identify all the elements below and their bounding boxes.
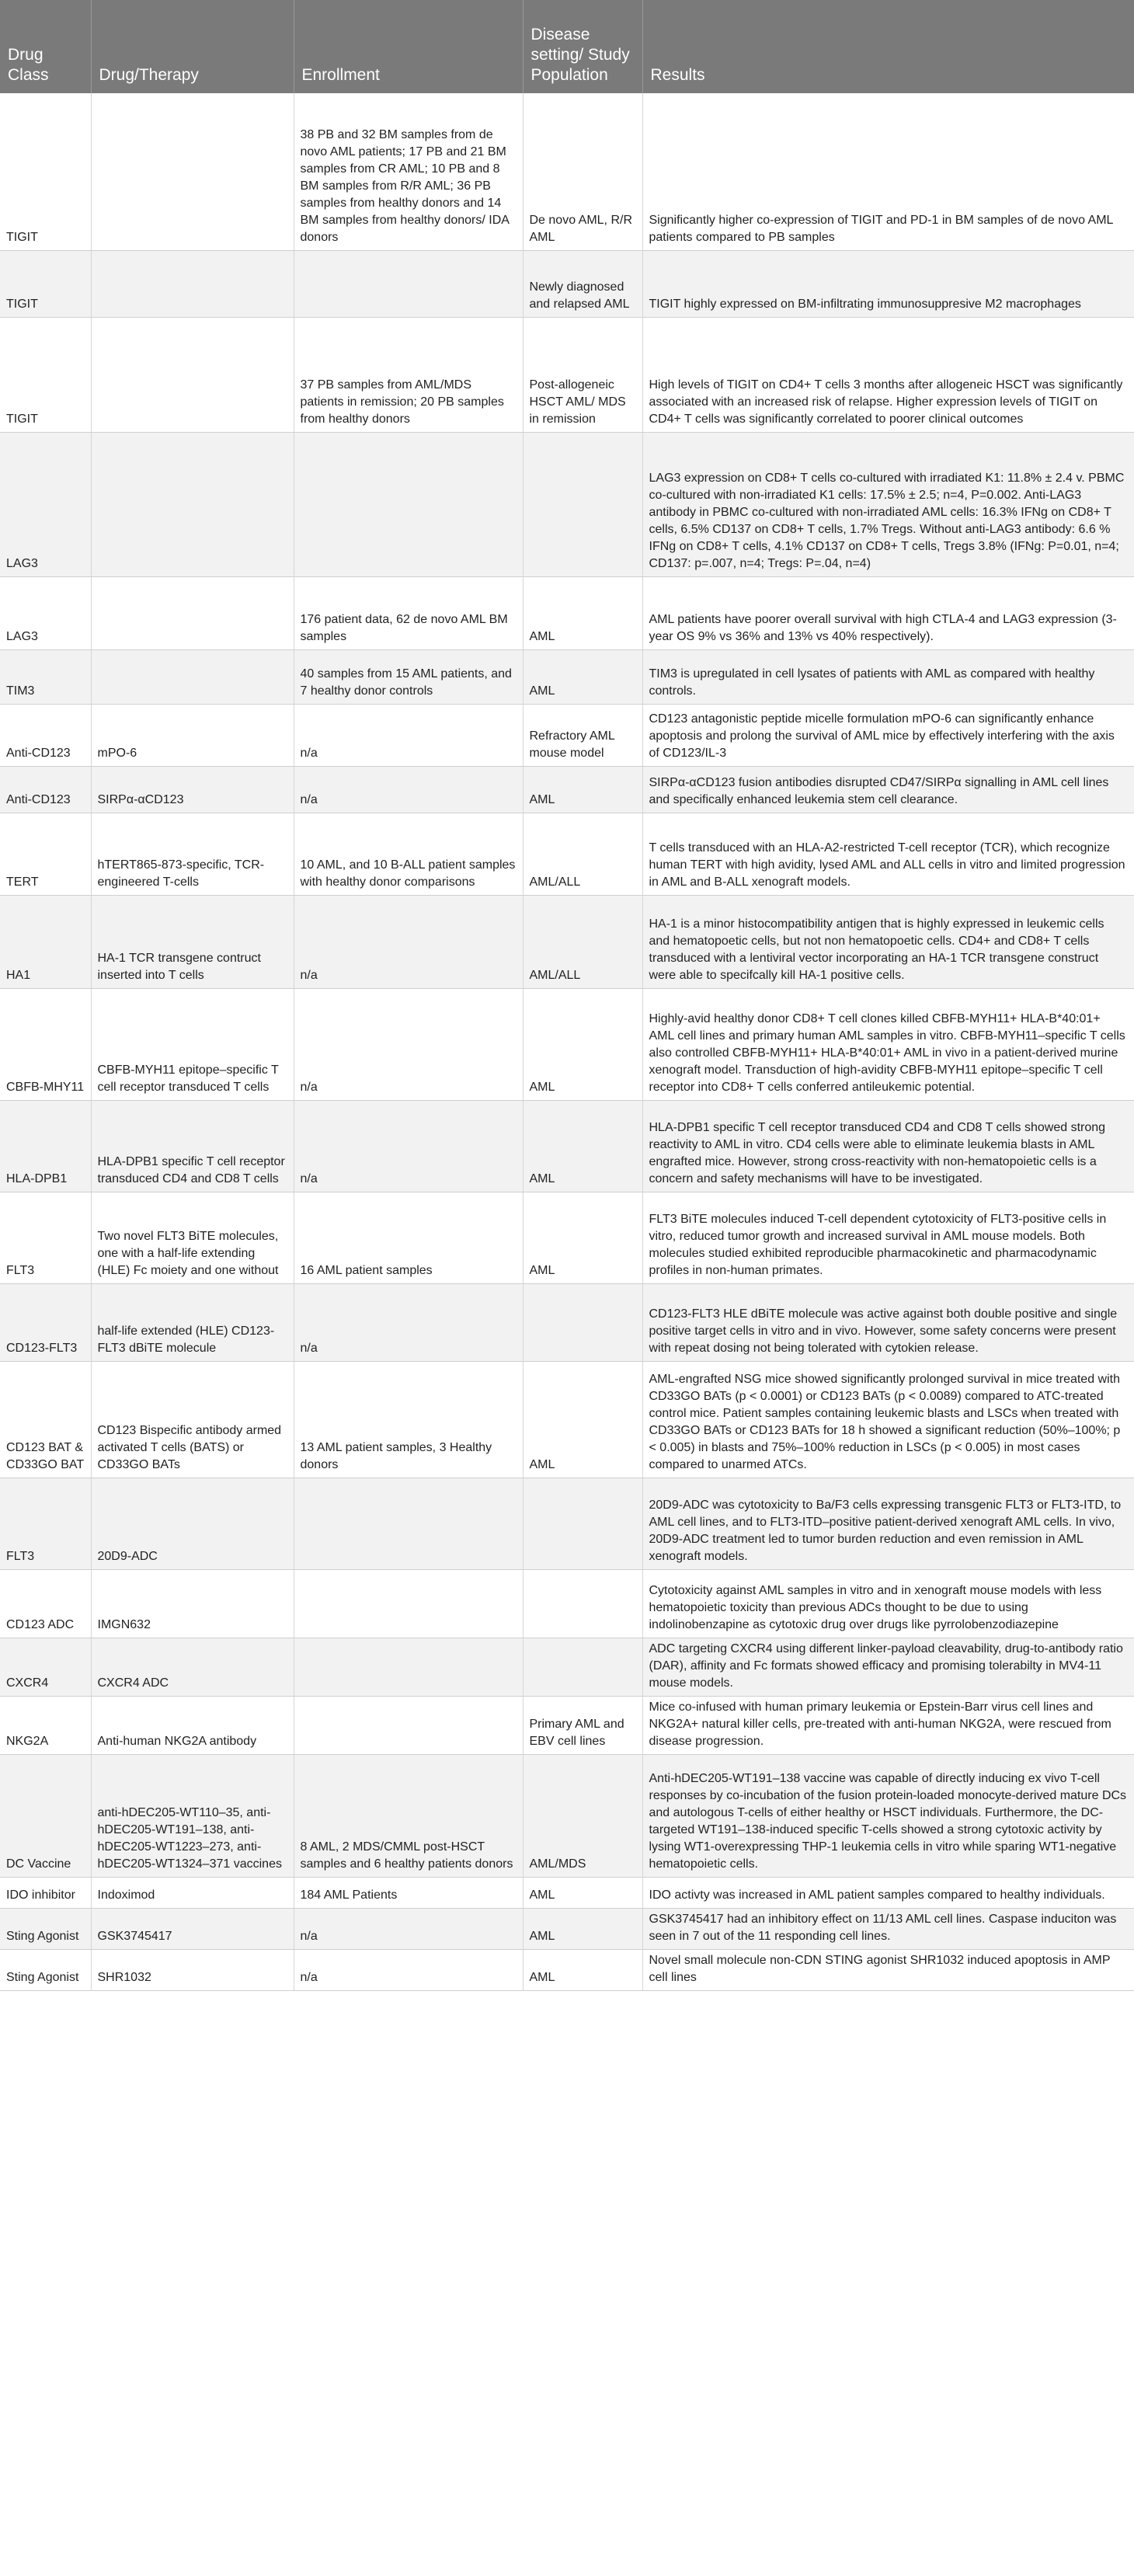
cell-drug-class: HLA-DPB1: [0, 1100, 91, 1192]
cell-results: TIGIT highly expressed on BM-infiltrating immunosuppresive M2 macrophages: [642, 250, 1134, 317]
header-row: [0, 0, 1134, 93]
cell-results: AML patients have poorer overall survival with high CTLA-4 and LAG3 expression (3-year OS 9% vs 36% and 13% vs 40% respectively).: [642, 576, 1134, 649]
cell-results: 20D9-ADC was cytotoxicity to Ba/F3 cells expressing transgenic FLT3 or FLT3-ITD, to AML cell lines, and to FLT3-ITD–positive patient-derived xenograft AML cells. In vivo, 20D9-ADC treatment led to tumor burden reduction and even remission in AML xenograft models.: [642, 1478, 1134, 1569]
cell-enrollment: n/a: [294, 704, 523, 766]
cell-drug-therapy: half-life extended (HLE) CD123-FLT3 dBiTE molecule: [91, 1283, 294, 1361]
cell-enrollment: [294, 432, 523, 576]
cell-results: GSK3745417 had an inhibitory effect on 11/13 AML cell lines. Caspase induciton was seen in 7 out of the 11 responding cell lines.: [642, 1908, 1134, 1949]
cell-drug-therapy: [91, 317, 294, 432]
table-row: [0, 1754, 1134, 1877]
cell-drug-class: Anti-CD123: [0, 704, 91, 766]
header-disease-setting: Disease setting/ Study Population: [523, 0, 642, 93]
cell-enrollment: 16 AML patient samples: [294, 1192, 523, 1283]
cell-enrollment: [294, 1569, 523, 1638]
cell-disease-setting: AML: [523, 988, 642, 1100]
cell-drug-class: CD123 BAT & CD33GO BAT: [0, 1361, 91, 1478]
table-row: [0, 1877, 1134, 1908]
cell-results: TIM3 is upregulated in cell lysates of patients with AML as compared with healthy controls.: [642, 649, 1134, 704]
cell-drug-class: Sting Agonist: [0, 1908, 91, 1949]
table-row: [0, 895, 1134, 988]
cell-enrollment: 184 AML Patients: [294, 1877, 523, 1908]
cell-enrollment: 176 patient data, 62 de novo AML BM samples: [294, 576, 523, 649]
cell-disease-setting: AML/MDS: [523, 1754, 642, 1877]
cell-results: Cytotoxicity against AML samples in vitro and in xenograft mouse models with less hematopoietic toxicity than previous ADCs thought to be due to using indolinobenzapine as cytotoxic drug over drugs like pyrrolobenzodiazepine: [642, 1569, 1134, 1638]
cell-drug-therapy: [91, 576, 294, 649]
cell-results: Significantly higher co-expression of TIGIT and PD-1 in BM samples of de novo AML patients compared to PB samples: [642, 93, 1134, 250]
cell-drug-class: FLT3: [0, 1478, 91, 1569]
table-row: [0, 1100, 1134, 1192]
cell-enrollment: 38 PB and 32 BM samples from de novo AML patients; 17 PB and 21 BM samples from CR AML; 10 PB and 8 BM samples from R/R AML; 36 PB samples from healthy donors and 14 BM samples from healthy donors/ IDA donors: [294, 93, 523, 250]
cell-enrollment: n/a: [294, 1283, 523, 1361]
cell-drug-therapy: GSK3745417: [91, 1908, 294, 1949]
cell-drug-class: CD123-FLT3: [0, 1283, 91, 1361]
cell-disease-setting: AML: [523, 1908, 642, 1949]
cell-drug-class: NKG2A: [0, 1696, 91, 1754]
table-row: [0, 1478, 1134, 1569]
table-row: [0, 1638, 1134, 1696]
table-row: [0, 432, 1134, 576]
cell-disease-setting: AML: [523, 766, 642, 813]
cell-drug-therapy: CBFB-MYH11 epitope–specific T cell receptor transduced T cells: [91, 988, 294, 1100]
cell-results: LAG3 expression on CD8+ T cells co-cultured with irradiated K1: 11.8% ± 2.4 v. PBMC co-cultured with non-irradiated K1 cells: 17.5% ± 2.5; n=4, P=0.002. Anti-LAG3 antibody in PBMC co-cultured with non-irradiated AML cells: 16.3% IFNg on CD8+ T cells, 6.5% CD137 on CD8+ T cells, 1.7% Tregs. Without anti-LAG3 antibody: 6.6 % IFNg on CD8+ T cells, 4.1% CD137 on CD8+ T cells, Tregs 3.8% (IFNg: P=0.01, n=4; CD137: p=.007, n=4; Tregs: P=.04, n=4): [642, 432, 1134, 576]
cell-drug-therapy: SIRPα-αCD123: [91, 766, 294, 813]
cell-disease-setting: AML: [523, 1192, 642, 1283]
table-row: [0, 704, 1134, 766]
cell-disease-setting: [523, 1478, 642, 1569]
table-row: [0, 813, 1134, 895]
table-row: [0, 766, 1134, 813]
cell-drug-class: LAG3: [0, 576, 91, 649]
cell-enrollment: n/a: [294, 766, 523, 813]
cell-results: Novel small molecule non-CDN STING agonist SHR1032 induced apoptosis in AMP cell lines: [642, 1949, 1134, 1990]
table-row: [0, 649, 1134, 704]
cell-drug-class: TERT: [0, 813, 91, 895]
cell-drug-therapy: [91, 250, 294, 317]
table-row: [0, 1361, 1134, 1478]
cell-drug-therapy: Anti-human NKG2A antibody: [91, 1696, 294, 1754]
cell-disease-setting: [523, 432, 642, 576]
cell-enrollment: 13 AML patient samples, 3 Healthy donors: [294, 1361, 523, 1478]
cell-drug-therapy: [91, 432, 294, 576]
cell-drug-therapy: Two novel FLT3 BiTE molecules, one with a half-life extending (HLE) Fc moiety and one without: [91, 1192, 294, 1283]
cell-disease-setting: Post-allogeneic HSCT AML/ MDS in remission: [523, 317, 642, 432]
cell-results: IDO activty was increased in AML patient samples compared to healthy individuals.: [642, 1877, 1134, 1908]
cell-disease-setting: AML: [523, 1877, 642, 1908]
table-row: [0, 1949, 1134, 1990]
cell-disease-setting: AML/ALL: [523, 813, 642, 895]
cell-enrollment: [294, 1478, 523, 1569]
cell-disease-setting: Primary AML and EBV cell lines: [523, 1696, 642, 1754]
cell-enrollment: n/a: [294, 1949, 523, 1990]
cell-drug-class: Anti-CD123: [0, 766, 91, 813]
header-enrollment: Enrollment: [294, 0, 523, 93]
cell-drug-therapy: HLA-DPB1 specific T cell receptor transduced CD4 and CD8 T cells: [91, 1100, 294, 1192]
cell-results: SIRPα-αCD123 fusion antibodies disrupted CD47/SIRPα signalling in AML cell lines and specifically enhanced leukemia stem cell clearance.: [642, 766, 1134, 813]
cell-results: T cells transduced with an HLA-A2-restricted T-cell receptor (TCR), which recognize human TERT with high avidity, lysed AML and ALL cells in vitro and limited progression in AML and B-ALL xenograft models.: [642, 813, 1134, 895]
cell-drug-therapy: [91, 93, 294, 250]
table-row: [0, 988, 1134, 1100]
cell-drug-therapy: CXCR4 ADC: [91, 1638, 294, 1696]
table-row: [0, 1696, 1134, 1754]
cell-drug-class: LAG3: [0, 432, 91, 576]
cell-drug-class: IDO inhibitor: [0, 1877, 91, 1908]
cell-enrollment: [294, 250, 523, 317]
cell-drug-class: Sting Agonist: [0, 1949, 91, 1990]
table-row: [0, 1908, 1134, 1949]
table-row: [0, 317, 1134, 432]
header-results: Results: [642, 0, 1134, 93]
cell-drug-class: FLT3: [0, 1192, 91, 1283]
cell-disease-setting: De novo AML, R/R AML: [523, 93, 642, 250]
cell-drug-therapy: SHR1032: [91, 1949, 294, 1990]
cell-disease-setting: [523, 1283, 642, 1361]
cell-results: CD123-FLT3 HLE dBiTE molecule was active against both double positive and single positive target cells in vitro and in vivo. However, some safety concerns were present with repeat dosing not being tolerated with cytokien release.: [642, 1283, 1134, 1361]
cell-enrollment: n/a: [294, 1100, 523, 1192]
table-row: [0, 1569, 1134, 1638]
cell-drug-therapy: [91, 649, 294, 704]
cell-results: AML-engrafted NSG mice showed significantly prolonged survival in mice treated with CD33GO BATs (p < 0.0001) or CD123 BATs (p < 0.0089) compared to ATC-treated control mice. Patient samples containing leukemic blasts and LSCs when treated with CD33GO BATs or CD123 BATs for 18 h showed a significant reduction (50%–100%; p < 0.005) in blasts and 75%–100% reduction in LSCs (p < 0.005) in most cases compared to unarmed ATCs.: [642, 1361, 1134, 1478]
cell-disease-setting: AML: [523, 649, 642, 704]
cell-disease-setting: AML/ALL: [523, 895, 642, 988]
cell-drug-class: HA1: [0, 895, 91, 988]
cell-results: HLA-DPB1 specific T cell receptor transduced CD4 and CD8 T cells showed strong reactivity to AML in vitro. CD4 cells were able to eliminate leukemia blasts in AML engrafted mice. However, strong cross-reactivity with non-hematopoietic cells is a concern and safety mechanisms will have to be investigated.: [642, 1100, 1134, 1192]
cell-disease-setting: Refractory AML mouse model: [523, 704, 642, 766]
cell-drug-class: CD123 ADC: [0, 1569, 91, 1638]
cell-drug-therapy: mPO-6: [91, 704, 294, 766]
cell-disease-setting: [523, 1638, 642, 1696]
cell-drug-class: CXCR4: [0, 1638, 91, 1696]
cell-results: HA-1 is a minor histocompatibility antigen that is highly expressed in leukemic cells and hematopoetic cells, but not non hematopoetic cells. CD4+ and CD8+ T cells transduced with a lentiviral vector incorporating an HA-1 TCR transgene construct were able to specifcally kill HA-1 positive cells.: [642, 895, 1134, 988]
cell-results: CD123 antagonistic peptide micelle formulation mPO-6 can significantly enhance apoptosis and prolong the survival of AML mice by effectively interfering with the axis of CD123/IL-3: [642, 704, 1134, 766]
cell-drug-therapy: CD123 Bispecific antibody armed activated T cells (BATS) or CD33GO BATs: [91, 1361, 294, 1478]
cell-drug-class: TIGIT: [0, 317, 91, 432]
cell-results: Highly-avid healthy donor CD8+ T cell clones killed CBFB-MYH11+ HLA-B*40:01+ AML cell lines and primary human AML samples in vitro. CBFB-MYH11–specific T cells also controlled CBFB-MYH11+ HLA-B*40:01+ AML in vivo in a patient-derived murine xenograft model. Transduction of high-avidity CBFB-MYH11 epitope–specific T cell receptor into CD8+ T cells conferred antileukemic potential.: [642, 988, 1134, 1100]
cell-disease-setting: AML: [523, 1949, 642, 1990]
cell-drug-therapy: anti-hDEC205-WT110–35, anti-hDEC205-WT191–138, anti-hDEC205-WT1223–273, anti-hDEC205-WT1324–371 vaccines: [91, 1754, 294, 1877]
cell-results: Anti-hDEC205-WT191–138 vaccine was capable of directly inducing ex vivo T-cell responses by co-incubation of the fusion protein-loaded monocyte-derived mature DCs and autologous T-cells of either healthy or HSCT individuals. Furthermore, the DC-targeted WT191–138-induced specific T-cells showed a strong cytotoxic activity by lysing WT1-overexpressing THP-1 leukemia cells in vitro while sparing WT1-negative hematopoietic cells.: [642, 1754, 1134, 1877]
cell-enrollment: n/a: [294, 895, 523, 988]
cell-results: ADC targeting CXCR4 using different linker-payload cleavability, drug-to-antibody ratio (DAR), affinity and Fc formats showed efficacy and promising tolerabilty in MV4-11 mouse models.: [642, 1638, 1134, 1696]
cell-drug-therapy: 20D9-ADC: [91, 1478, 294, 1569]
cell-results: FLT3 BiTE molecules induced T-cell dependent cytotoxicity of FLT3-positive cells in vitro, reduced tumor growth and increased survival in AML mouse models. Both molecules studied exhibited reproducible pharmacokinetic and pharmacodynamic profiles in non-human primates.: [642, 1192, 1134, 1283]
cell-drug-therapy: hTERT865-873-specific, TCR-engineered T-cells: [91, 813, 294, 895]
cell-enrollment: 40 samples from 15 AML patients, and 7 healthy donor controls: [294, 649, 523, 704]
cell-results: High levels of TIGIT on CD4+ T cells 3 months after allogeneic HSCT was significantly associated with an increased risk of relapse. Higher expression levels of TIGIT on CD4+ T cells was significantly correlated to poorer clinical outcomes: [642, 317, 1134, 432]
cell-drug-therapy: Indoximod: [91, 1877, 294, 1908]
cell-disease-setting: Newly diagnosed and relapsed AML: [523, 250, 642, 317]
table-row: [0, 1283, 1134, 1361]
cell-enrollment: 37 PB samples from AML/MDS patients in remission; 20 PB samples from healthy donors: [294, 317, 523, 432]
table-row: [0, 250, 1134, 317]
cell-enrollment: 10 AML, and 10 B-ALL patient samples with healthy donor comparisons: [294, 813, 523, 895]
cell-enrollment: n/a: [294, 988, 523, 1100]
cell-drug-therapy: IMGN632: [91, 1569, 294, 1638]
cell-drug-class: DC Vaccine: [0, 1754, 91, 1877]
header-drug-therapy: Drug/Therapy: [91, 0, 294, 93]
cell-enrollment: 8 AML, 2 MDS/CMML post-HSCT samples and 6 healthy patients donors: [294, 1754, 523, 1877]
cell-drug-therapy: HA-1 TCR transgene contruct inserted into T cells: [91, 895, 294, 988]
cell-drug-class: TIGIT: [0, 250, 91, 317]
cell-disease-setting: AML: [523, 576, 642, 649]
cell-enrollment: [294, 1696, 523, 1754]
cell-enrollment: [294, 1638, 523, 1696]
cell-enrollment: n/a: [294, 1908, 523, 1949]
cell-drug-class: CBFB-MHY11: [0, 988, 91, 1100]
header-drug-class: Drug Class: [0, 0, 91, 93]
cell-disease-setting: AML: [523, 1100, 642, 1192]
table-row: [0, 1192, 1134, 1283]
cell-results: Mice co-infused with human primary leukemia or Epstein-Barr virus cell lines and NKG2A+ natural killer cells, pre-treated with anti-human NKG2A, were rescued from disease progression.: [642, 1696, 1134, 1754]
table-row: [0, 93, 1134, 250]
cell-drug-class: TIM3: [0, 649, 91, 704]
cell-disease-setting: AML: [523, 1361, 642, 1478]
cell-drug-class: TIGIT: [0, 93, 91, 250]
cell-disease-setting: [523, 1569, 642, 1638]
table-row: [0, 576, 1134, 649]
